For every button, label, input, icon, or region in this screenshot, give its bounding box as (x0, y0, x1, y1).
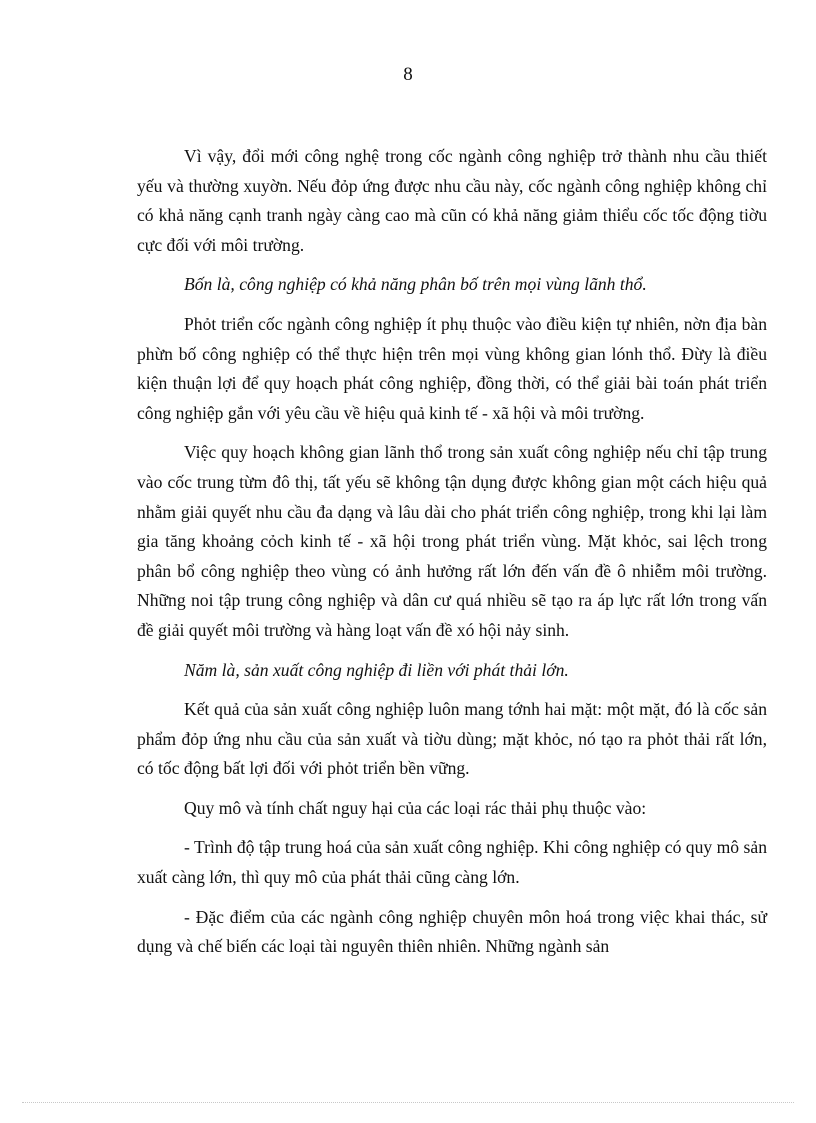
paragraph-distribution: Phỏt triển cốc ngành công nghiệp ít phụ thuộc vào điều kiện tự nhiên, nờn địa bàn phừn bố công nghiệp có thể thực hiện trên mọi vùng không gian lónh thổ. Đừy là điều kiện thuận lợi để quy hoạch phát công nghiệp, đồng thời, có thể giải bài toán phát triển công nghiệp gắn với yêu cầu về hiệu quả kinh tế - xã hội và môi trường. (137, 313, 767, 423)
heading-point-four: Bốn là, công nghiệp có khả năng phân bố trên mọi vùng lãnh thổ. (184, 274, 647, 295)
heading-point-five: Năm là, sản xuất công nghiệp đi liền với phát thải lớn. (184, 659, 569, 680)
page-bottom-divider (22, 1102, 794, 1103)
paragraph-concentration-level: - Trình độ tập trung hoá của sản xuất công nghiệp. Khi công nghiệp có quy mô sản xuất càng lớn, thì quy mô của phát thải cũng càng lớn. (137, 837, 767, 888)
page-number: 8 (403, 64, 413, 85)
paragraph-tech-renewal: Vì vậy, đổi mới công nghệ trong cốc ngành công nghiệp trở thành nhu cầu thiết yếu và thường xuyờn. Nếu đỏp ứng được nhu cầu này, cốc ngành công nghiệp không chỉ có khả năng cạnh tranh ngày càng cao mà cũn có khả năng giảm thiểu cốc tốc động tiờu cực đối với môi trường. (137, 146, 767, 255)
paragraph-production-results: Kết quả của sản xuất công nghiệp luôn mang tớnh hai mặt: một mặt, đó là cốc sản phẩm đỏp ứng nhu cầu của sản xuất và tiờu dùng; mặt khỏc, nó tạo ra phỏt thải rất lớn, có tốc động bất lợi đối với phỏt triển bền vững. (137, 699, 767, 779)
paragraph-waste-factors: Quy mô và tính chất nguy hại của các loại rác thải phụ thuộc vào: (184, 797, 647, 818)
paragraph-spatial-planning: Việc quy hoạch không gian lãnh thổ trong sản xuất công nghiệp nếu chỉ tập trung vào cốc trung từm đô thị, tất yếu sẽ không tận dụng được không gian một cách hiệu quả nhằm giải quyết nhu cầu đa dạng và lâu dài cho phát triển công nghiệp, trong khi lại làm gia tăng khoảng cỏch kinh tế - xã hội trong phát triển vùng. Mặt khỏc, sai lệch trong phân bổ công nghiệp theo vùng có ảnh hưởng rất lớn đến vấn đề ô nhiễm môi trường. Những noi tập trung công nghiệp và dân cư quá nhiều sẽ tạo ra áp lực rất lớn trong vấn đề giải quyết môi trường và hàng loạt vấn đề xó hội nảy sinh. (137, 442, 767, 640)
paragraph-specialization: - Đặc điểm của các ngành công nghiệp chuyên môn hoá trong việc khai thác, sử dụng và chế biến các loại tài nguyên thiên nhiên. Những ngành sản (137, 906, 767, 957)
body-text (137, 142, 767, 972)
